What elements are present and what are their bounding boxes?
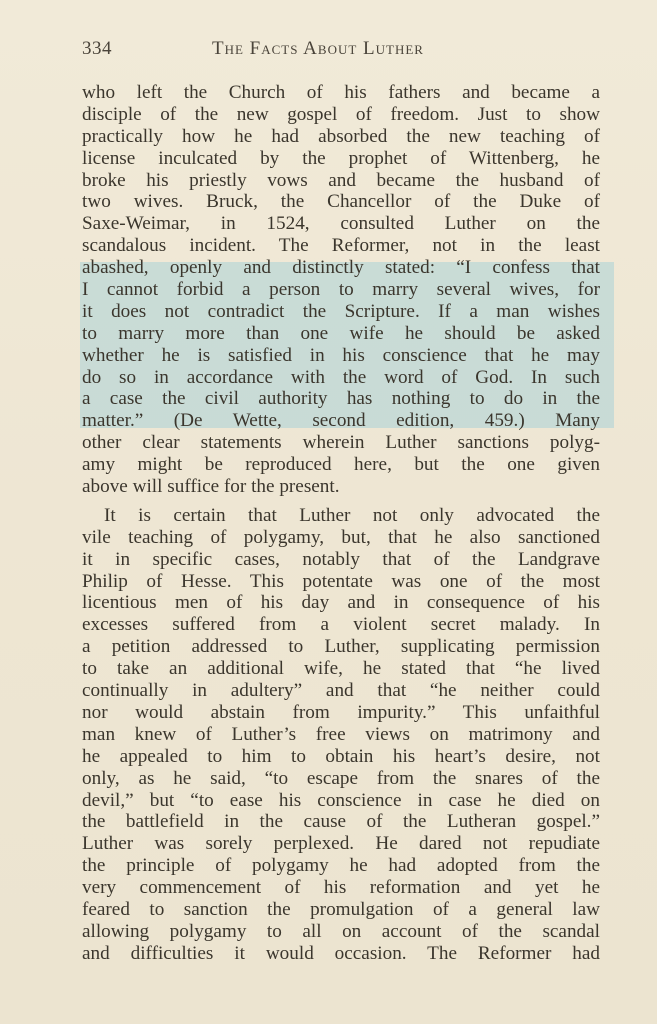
text-line: Philip of Hesse. This potentate was one of the most [82, 570, 600, 592]
text-line: nor would abstain from impurity.” This unfaithful [82, 701, 600, 723]
text-line: vile teaching of polygamy, but, that he also sanctioned [82, 526, 600, 548]
text-line: license inculcated by the prophet of Wittenberg, he [82, 147, 600, 169]
text-line: Luther was sorely perplexed. He dared not repudiate [82, 833, 600, 855]
text-line: it does not contradict the Scripture. If a man wishes [82, 300, 600, 322]
text-line: broke his priestly vows and became the husband of [82, 169, 600, 191]
text-line: whether he is satisfied in his conscience that he may [82, 344, 600, 366]
text-line: a petition addressed to Luther, supplicating permission [82, 636, 600, 658]
text-line: devil,” but “to ease his conscience in case he died on [82, 789, 600, 811]
text-line: who left the Church of his fathers and became a [82, 82, 600, 103]
page-header [82, 38, 602, 64]
text-line: he appealed to him to obtain his heart’s desire, not [82, 745, 600, 767]
text-line: a case the civil authority has nothing to do in the [82, 388, 600, 410]
text-line: above will suffice for the present. [82, 476, 340, 498]
text-line: matter.” (De Wette, second edition, 459.) Many [82, 410, 600, 432]
text-line: scandalous incident. The Reformer, not in the least [82, 235, 600, 257]
text-line: allowing polygamy to all on account of the scandal [82, 920, 600, 942]
text-line: and difficulties it would occasion. The Reformer had [82, 942, 600, 964]
text-line: licentious men of his day and in consequence of his [82, 592, 600, 614]
body-text [82, 82, 600, 965]
text-line: to marry more than one wife he should be asked [82, 322, 600, 344]
text-line: do so in accordance with the word of God. In such [82, 366, 600, 388]
text-line: two wives. Bruck, the Chancellor of the Duke of [82, 191, 600, 213]
text-line: excesses suffered from a violent secret malady. In [82, 614, 600, 636]
text-line: only, as he said, “to escape from the snares of the [82, 767, 600, 789]
text-line: disciple of the new gospel of freedom. Just to show [82, 103, 600, 125]
text-line: man knew of Luther’s free views on matrimony and [82, 723, 600, 745]
text-line: continually in adultery” and that “he neither could [82, 680, 600, 702]
text-line: Saxe-Weimar, in 1524, consulted Luther on the [82, 213, 600, 235]
text-line: I cannot forbid a person to marry several wives, for [82, 279, 600, 301]
running-head: The Facts About Luther [212, 38, 424, 59]
text-line: feared to sanction the promulgation of a general law [82, 898, 600, 920]
text-line: practically how he had absorbed the new teaching of [82, 125, 600, 147]
text-line: the battlefield in the cause of the Lutheran gospel.” [82, 811, 600, 833]
text-line: other clear statements wherein Luther sanctions polyg- [82, 432, 600, 454]
text-line: abashed, openly and distinctly stated: “I confess that [82, 257, 600, 279]
text-line: It is certain that Luther not only advocated the [104, 504, 600, 526]
paragraph-2 [82, 505, 600, 965]
text-line: very commencement of his reformation and yet he [82, 877, 600, 899]
text-line: the principle of polygamy he had adopted from the [82, 855, 600, 877]
text-line: it in specific cases, notably that of the Landgrave [82, 548, 600, 570]
text-line: amy might be reproduced here, but the one given [82, 454, 600, 476]
page-number: 334 [82, 38, 112, 59]
paragraph-gap [82, 498, 600, 505]
text-line: to take an additional wife, he stated that “he lived [82, 658, 600, 680]
paragraph-1 [82, 82, 600, 498]
